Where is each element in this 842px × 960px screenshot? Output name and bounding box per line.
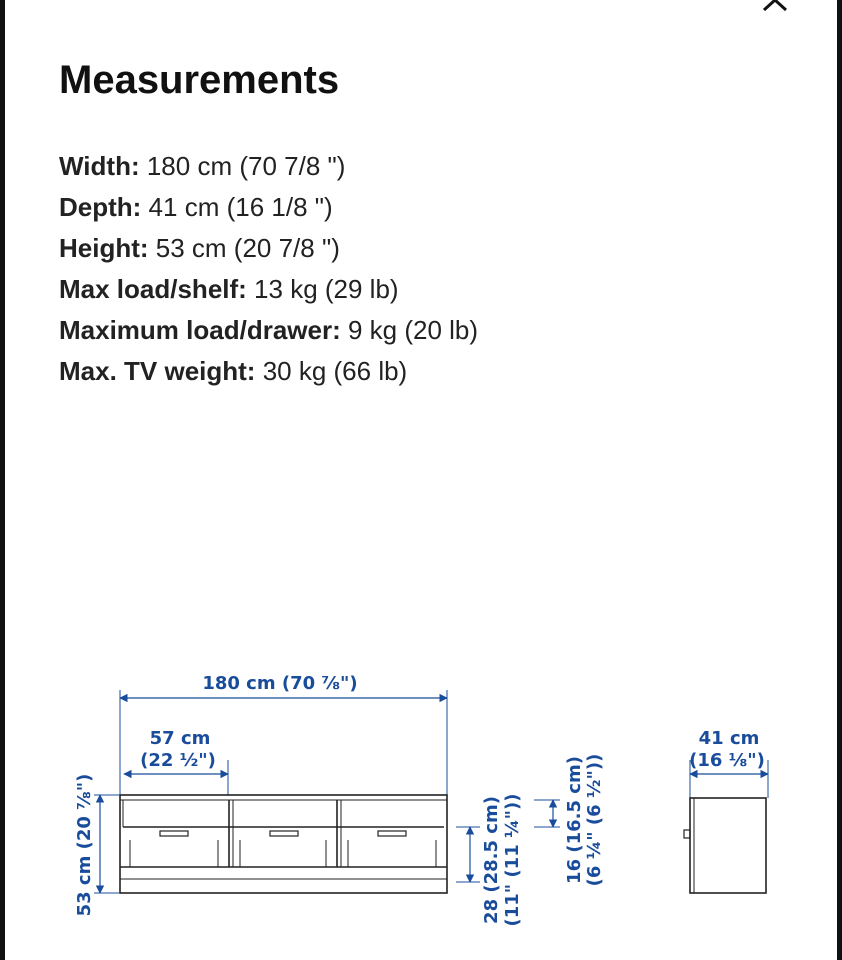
- drawer-height-cm-label: 16 (16.5 cm): [564, 756, 585, 884]
- spec-max-tv-weight: [59, 351, 478, 392]
- front-view: [120, 795, 447, 893]
- lower-height-cm-label: 28 (28.5 cm): [481, 796, 502, 924]
- spec-label: Max load/shelf:: [59, 274, 247, 304]
- side-view: [684, 798, 766, 893]
- close-icon[interactable]: [758, 0, 794, 16]
- height-label: 53 cm (20 ⅞"): [74, 773, 95, 917]
- spec-value: 9 kg (20 lb): [340, 315, 479, 345]
- spec-max-load-drawer: [59, 310, 478, 351]
- measurement-list: [59, 146, 478, 392]
- spec-max-load-shelf: [59, 269, 478, 310]
- drawer-height-in-label: (6 ¼" (6 ½")): [584, 753, 605, 887]
- spec-value: 53 cm (20 7/8 "): [148, 233, 340, 263]
- spec-width: [59, 146, 478, 187]
- drawer-width-cm-label: 57 cm: [149, 728, 211, 749]
- spec-label: Height:: [59, 233, 149, 263]
- spec-label: Maximum load/drawer:: [59, 315, 341, 345]
- spec-label: Depth:: [59, 192, 142, 222]
- spec-label: Max. TV weight:: [59, 356, 256, 386]
- dimension-drawing: [0, 660, 842, 960]
- spec-value: 13 kg (29 lb): [246, 274, 399, 304]
- spec-height: [59, 228, 478, 269]
- depth-cm-label: 41 cm: [698, 728, 760, 749]
- drawer-width-in-label: (22 ½"): [140, 750, 216, 771]
- spec-value: 30 kg (66 lb): [255, 356, 408, 386]
- overall-width-label: 180 cm (70 ⅞"): [202, 673, 358, 694]
- spec-depth: [59, 187, 478, 228]
- spec-value: 180 cm (70 7/8 "): [139, 151, 346, 181]
- depth-in-label: (16 ⅛"): [689, 750, 765, 771]
- spec-label: Width:: [59, 151, 140, 181]
- spec-value: 41 cm (16 1/8 "): [141, 192, 333, 222]
- lower-height-in-label: (11" (11 ¼")): [502, 793, 523, 927]
- page-title: Measurements: [59, 58, 340, 102]
